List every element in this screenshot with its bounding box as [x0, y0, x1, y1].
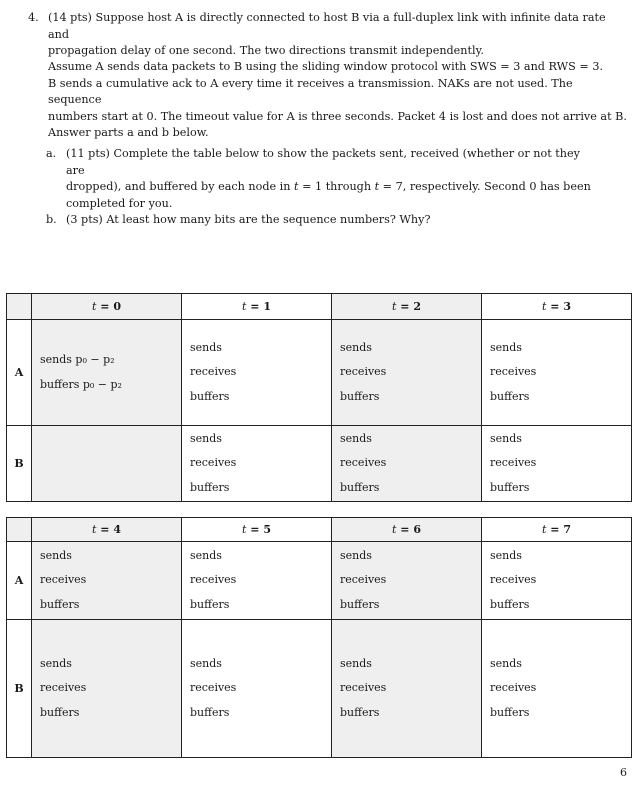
- row-label-b: B: [7, 426, 32, 502]
- cell-b-t5[interactable]: sends receives buffers: [182, 620, 332, 758]
- t0-a-sends: sends p₀ − p₂: [40, 353, 115, 366]
- row-label-a: A: [7, 542, 32, 620]
- cell-b-t4[interactable]: sends receives buffers: [32, 620, 182, 758]
- header-t0: t = 0: [32, 294, 182, 320]
- assume-line-4: Answer parts a and b below.: [48, 126, 209, 139]
- assume-line-3: numbers start at 0. The timeout value for A is three seconds. Packet 4 is lost and does not arrive at B.: [48, 109, 627, 123]
- header-t1: t = 1: [182, 294, 332, 320]
- header-t7: t = 7: [482, 518, 632, 542]
- header-t3: t = 3: [482, 294, 632, 320]
- part-a-label: a.: [46, 147, 57, 160]
- cell-b-t3[interactable]: sends receives buffers: [482, 426, 632, 502]
- table-t0-t3: [6, 293, 632, 502]
- intro-line-1: (14 pts) Suppose host A is directly connected to host B via a full-duplex link with infinite data rate and: [48, 11, 606, 41]
- cell-a-t1[interactable]: sends receives buffers: [182, 320, 332, 426]
- header-t2: t = 2: [332, 294, 482, 320]
- t0-a-buffers: buffers p₀ − p₂: [40, 377, 122, 391]
- cell-a-t6[interactable]: sends receives buffers: [332, 542, 482, 620]
- part-a-line-3: completed for you.: [66, 196, 173, 210]
- intro-line-2: propagation delay of one second. The two directions transmit independently.: [48, 44, 484, 57]
- header-t6: t = 6: [332, 518, 482, 542]
- assume-line-2: B sends a cumulative ack to A every time it receives a transmission. NAKs are not used. The sequence: [48, 76, 573, 106]
- table2-row-a: [7, 542, 632, 620]
- cell-b-t0: [32, 426, 182, 502]
- page-number: 6: [620, 766, 627, 779]
- row-label-b: B: [7, 620, 32, 758]
- row-label-a: A: [7, 320, 32, 426]
- cell-a-t3[interactable]: sends receives buffers: [482, 320, 632, 426]
- question-assumptions: [48, 59, 628, 142]
- table2-header-row: [7, 518, 632, 542]
- corner-cell: [7, 518, 32, 542]
- cell-a-t2[interactable]: sends receives buffers: [332, 320, 482, 426]
- table1-row-b: [7, 426, 632, 502]
- header-t4: t = 4: [32, 518, 182, 542]
- part-a-line-1: (11 pts) Complete the table below to show the packets sent, received (whether or not they are: [66, 147, 580, 177]
- part-b-text: (3 pts) At least how many bits are the sequence numbers? Why?: [66, 213, 431, 226]
- cell-b-t2[interactable]: sends receives buffers: [332, 426, 482, 502]
- question-number: 4.: [28, 11, 39, 24]
- corner-cell: [7, 294, 32, 320]
- table2-row-b: [7, 620, 632, 758]
- table1-row-a: [7, 320, 632, 426]
- part-b-label: b.: [46, 213, 57, 226]
- cell-a-t5[interactable]: sends receives buffers: [182, 542, 332, 620]
- cell-b-t6[interactable]: sends receives buffers: [332, 620, 482, 758]
- question-intro: [48, 10, 628, 60]
- header-t5: t = 5: [182, 518, 332, 542]
- table1-header-row: [7, 294, 632, 320]
- table-t4-t7: [6, 517, 632, 758]
- cell-b-t1[interactable]: sends receives buffers: [182, 426, 332, 502]
- cell-a-t7[interactable]: sends receives buffers: [482, 542, 632, 620]
- cell-a-t4[interactable]: sends receives buffers: [32, 542, 182, 620]
- part-a-line-2: dropped), and buffered by each node in t = 1 through t = 7, respectively. Second 0 has been: [66, 180, 591, 193]
- cell-b-t7[interactable]: sends receives buffers: [482, 620, 632, 758]
- assume-line-1: Assume A sends data packets to B using the sliding window protocol with SWS = 3 and RWS = 3.: [48, 60, 603, 73]
- cell-a-t0: [32, 320, 182, 426]
